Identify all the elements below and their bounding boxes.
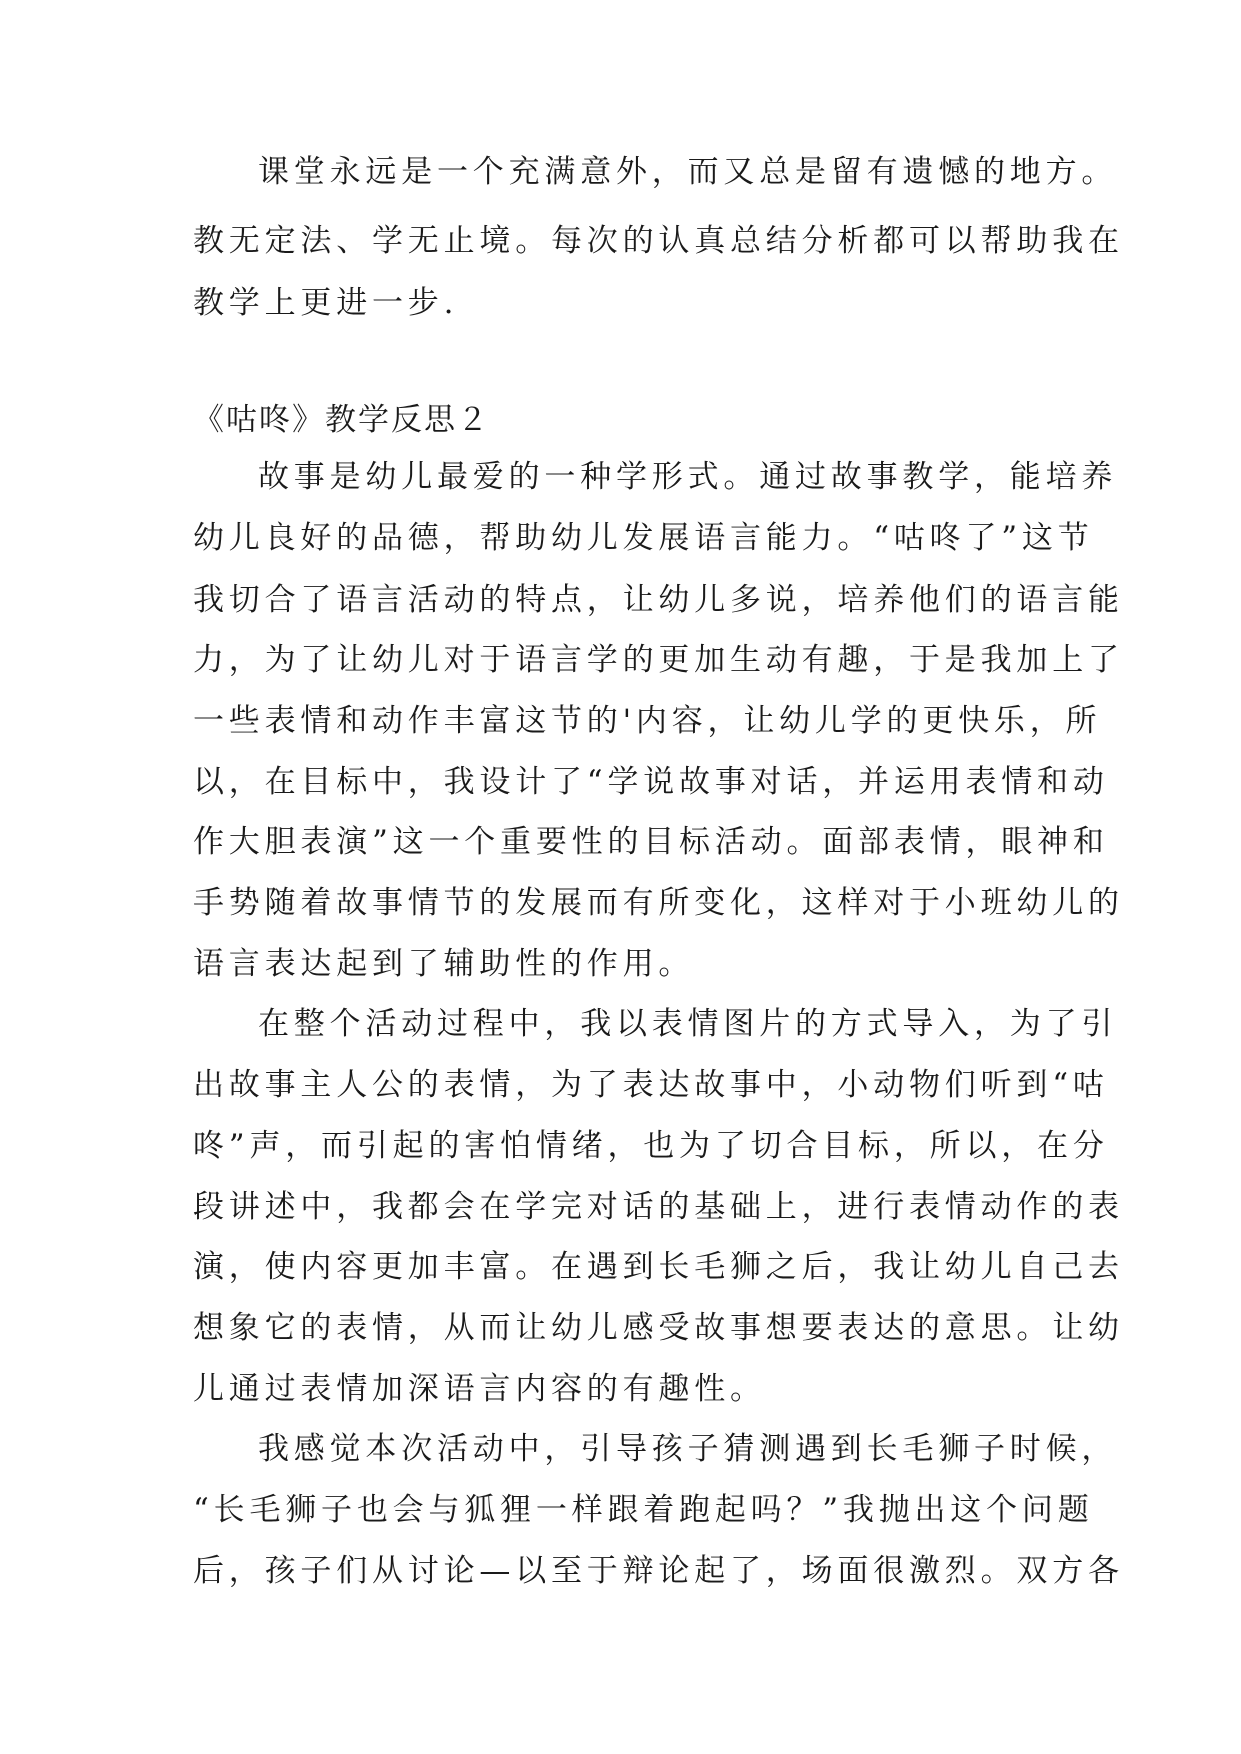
paragraph-2-line-1: 故事是幼儿最爱的一种学形式。通过故事教学，能培养	[258, 459, 1118, 495]
paragraph-2-line-8: 手势随着故事情节的发展而有所变化，这样对于小班幼儿的	[193, 885, 1124, 921]
paragraph-3-line-6: 想象它的表情，从而让幼儿感受故事想要表达的意思。让幼	[193, 1310, 1124, 1346]
paragraph-3-line-2: 出故事主人公的表情，为了表达故事中，小动物们听到“咕	[193, 1067, 1109, 1103]
paragraph-3-line-7: 儿通过表情加深语言内容的有趣性。	[193, 1371, 766, 1407]
paragraph-3-line-4: 段讲述中，我都会在学完对话的基础上，进行表情动作的表	[193, 1189, 1124, 1225]
paragraph-2-line-4: 力，为了让幼儿对于语言学的更加生动有趣，于是我加上了	[193, 642, 1124, 678]
paragraph-2-line-2: 幼儿良好的品德，帮助幼儿发展语言能力。“咕咚了”这节	[193, 520, 1094, 556]
paragraph-2-line-5: 一些表情和动作丰富这节的'内容，让幼儿学的更快乐，所	[193, 703, 1102, 739]
paragraph-3-line-3: 咚”声，而引起的害怕情绪，也为了切合目标，所以，在分	[193, 1128, 1109, 1164]
paragraph-2-line-3: 我切合了语言活动的特点，让幼儿多说，培养他们的语言能	[193, 582, 1124, 618]
section-heading: 《咕咚》教学反思２	[193, 402, 490, 438]
paragraph-1-line-3: 教学上更进一步.	[193, 285, 459, 321]
paragraph-4-line-3: 后，孩子们从讨论—以至于辩论起了，场面很激烈。双方各	[193, 1553, 1124, 1589]
paragraph-2-line-9: 语言表达起到了辅助性的作用。	[193, 946, 695, 982]
paragraph-1-line-1: 课堂永远是一个充满意外，而又总是留有遗憾的地方。	[258, 154, 1118, 190]
paragraph-2-line-6: 以，在目标中，我设计了“学说故事对话，并运用表情和动	[193, 764, 1109, 800]
paragraph-4-line-1: 我感觉本次活动中，引导孩子猜测遇到长毛狮子时候，	[258, 1431, 1118, 1467]
paragraph-3-line-1: 在整个活动过程中，我以表情图片的方式导入，为了引	[258, 1006, 1118, 1042]
paragraph-3-line-5: 演，使内容更加丰富。在遇到长毛狮之后，我让幼儿自己去	[193, 1249, 1124, 1285]
paragraph-4-line-2: “长毛狮子也会与狐狸一样跟着跑起吗？”我抛出这个问题	[193, 1492, 1094, 1528]
paragraph-1-line-2: 教无定法、学无止境。每次的认真总结分析都可以帮助我在	[193, 223, 1124, 259]
paragraph-2-line-7: 作大胆表演”这一个重要性的目标活动。面部表情，眼神和	[193, 824, 1109, 860]
